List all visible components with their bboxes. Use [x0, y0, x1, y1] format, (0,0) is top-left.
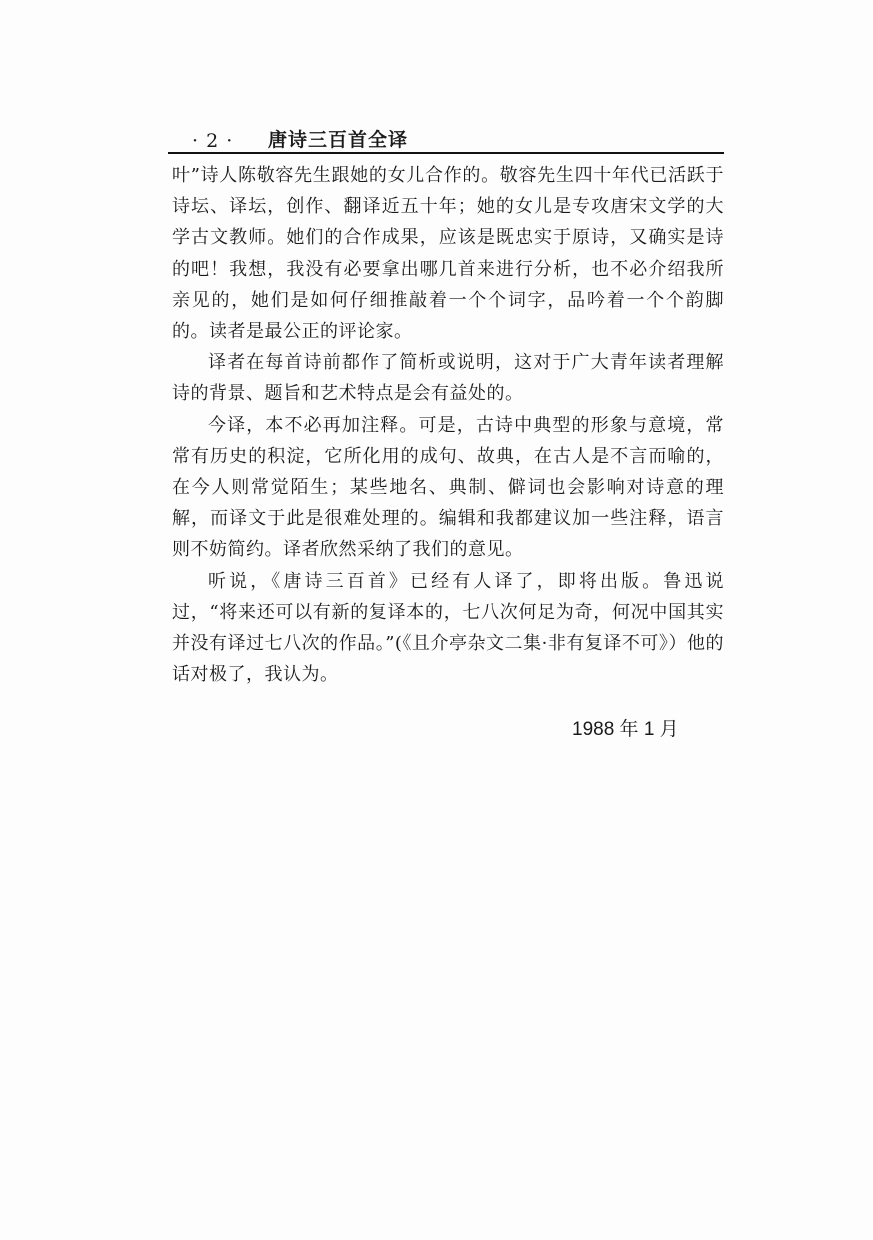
- book-title: 唐诗三百首全译: [268, 129, 409, 151]
- running-header: [168, 118, 724, 152]
- header-rule: [168, 152, 724, 154]
- date-signature: 1988 年 1 月: [572, 719, 679, 740]
- paragraph: 今译，本不必再加注释。可是，古诗中典型的形象与意境，常常有历史的积淀，它所化用的成句、故典，在古人是不言而喻的，在今人则常觉陌生；某些地名、典制、僻词也会影响对诗意的理解，而译文于此是很难处理的。编辑和我都建议加一些注释，语言则不妨简约。译者欣然采纳了我们的意见。: [172, 414, 724, 561]
- body-text: [172, 160, 724, 690]
- paragraph-continued: 叶”诗人陈敬容先生跟她的女儿合作的。敬容先生四十年代已活跃于诗坛、译坛，创作、翻译近五十年；她的女儿是专攻唐宋文学的大学古文教师。她们的合作成果，应该是既忠实于原诗，又确实是诗的吧！我想，我没有必要拿出哪几首来进行分析，也不必介绍我所亲见的，她们是如何仔细推敲着一个个词字，品吟着一个个韵脚的。读者是最公正的评论家。: [172, 165, 724, 343]
- paragraph: 听说，《唐诗三百首》已经有人译了，即将出版。鲁迅说过，“将来还可以有新的复译本的，七八次何足为奇，何况中国其实并没有译过七八次的作品。”(《且介亭杂文二集·非有复译不可》）他的话对极了，我认为。: [172, 570, 724, 686]
- page-number: · 2 ·: [192, 130, 234, 152]
- paragraph: 译者在每首诗前都作了简析或说明，这对于广大青年读者理解诗的背景、题旨和艺术特点是会有益处的。: [172, 352, 724, 405]
